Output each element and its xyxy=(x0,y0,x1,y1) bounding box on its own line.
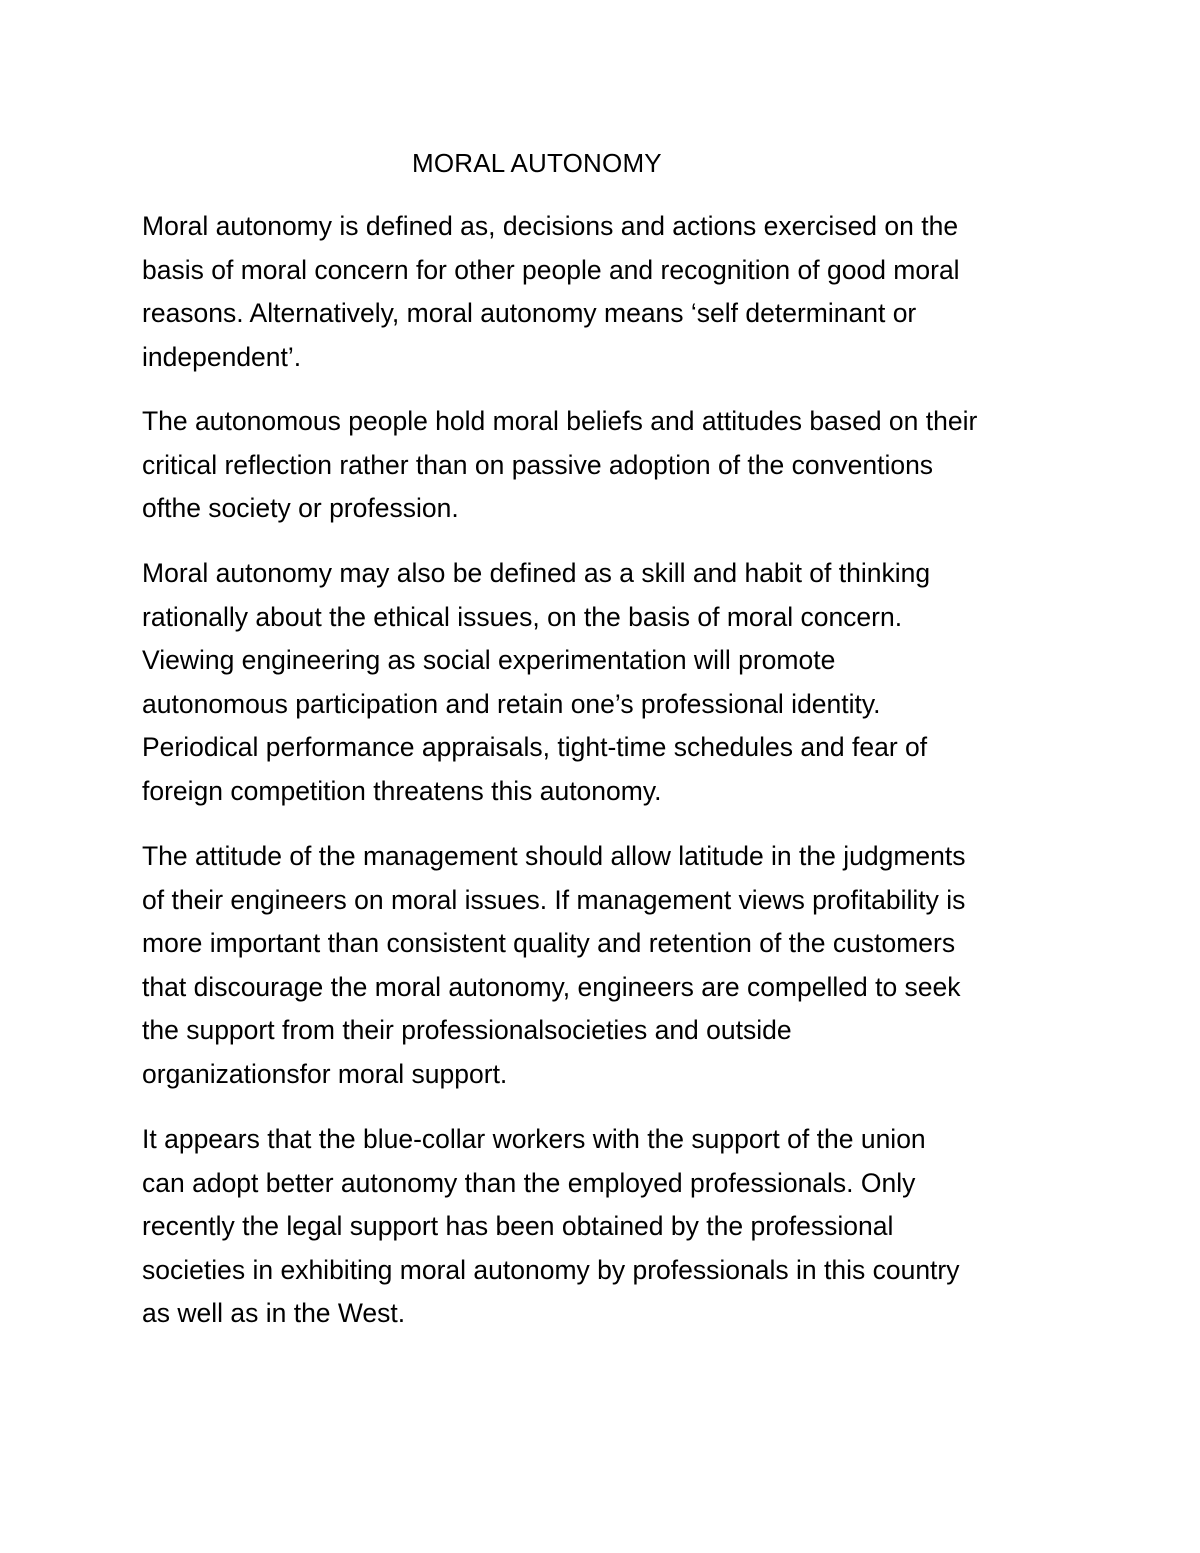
paragraph-line: autonomous participation and retain one’s professional identity. xyxy=(142,688,881,719)
paragraph-line: Moral autonomy may also be defined as a skill and habit of thinking xyxy=(142,558,931,588)
paragraph-line: It appears that the blue-collar workers with the support of the union xyxy=(142,1124,926,1154)
paragraph-line: foreign competition threatens this autonomy. xyxy=(142,775,662,806)
paragraph-line: independent’. xyxy=(142,341,302,372)
paragraph-2 xyxy=(142,400,1102,531)
paragraph-line: Periodical performance appraisals, tight-time schedules and fear of xyxy=(142,732,928,763)
paragraph-line: as well as in the West. xyxy=(142,1298,406,1329)
paragraph-line: can adopt better autonomy than the employed professionals. Only xyxy=(142,1167,916,1198)
paragraph-line: of their engineers on moral issues. If management views profitability is xyxy=(142,884,966,915)
paragraph-line: more important than consistent quality and retention of the customers xyxy=(142,928,956,959)
paragraph-4 xyxy=(142,835,1102,1097)
paragraph-line: critical reflection rather than on passive adoption of the conventions xyxy=(142,449,934,480)
paragraph-1 xyxy=(142,205,1102,379)
paragraph-line: Viewing engineering as social experimentation will promote xyxy=(142,645,836,676)
paragraph-line: The attitude of the management should allow latitude in the judgments xyxy=(142,841,966,871)
paragraph-line: basis of moral concern for other people and recognition of good moral xyxy=(142,254,960,285)
paragraph-line: organizationsfor moral support. xyxy=(142,1058,508,1089)
paragraph-5 xyxy=(142,1118,1102,1336)
paragraph-line: societies in exhibiting moral autonomy by professionals in this country xyxy=(142,1254,960,1285)
paragraph-3 xyxy=(142,552,1102,814)
paragraph-line: Moral autonomy is defined as, decisions and actions exercised on the xyxy=(142,211,959,241)
document-title: MORAL AUTONOMY xyxy=(412,148,662,178)
paragraph-line: The autonomous people hold moral beliefs and attitudes based on their xyxy=(142,406,978,436)
paragraph-line: ofthe society or profession. xyxy=(142,493,459,524)
paragraph-line: that discourage the moral autonomy, engineers are compelled to seek xyxy=(142,971,961,1002)
paragraph-line: the support from their professionalsocieties and outside xyxy=(142,1015,792,1046)
paragraph-line: recently the legal support has been obtained by the professional xyxy=(142,1211,894,1242)
paragraph-line: rationally about the ethical issues, on the basis of moral concern. xyxy=(142,601,903,632)
paragraph-line: reasons. Alternatively, moral autonomy means ‘self determinant or xyxy=(142,298,917,329)
